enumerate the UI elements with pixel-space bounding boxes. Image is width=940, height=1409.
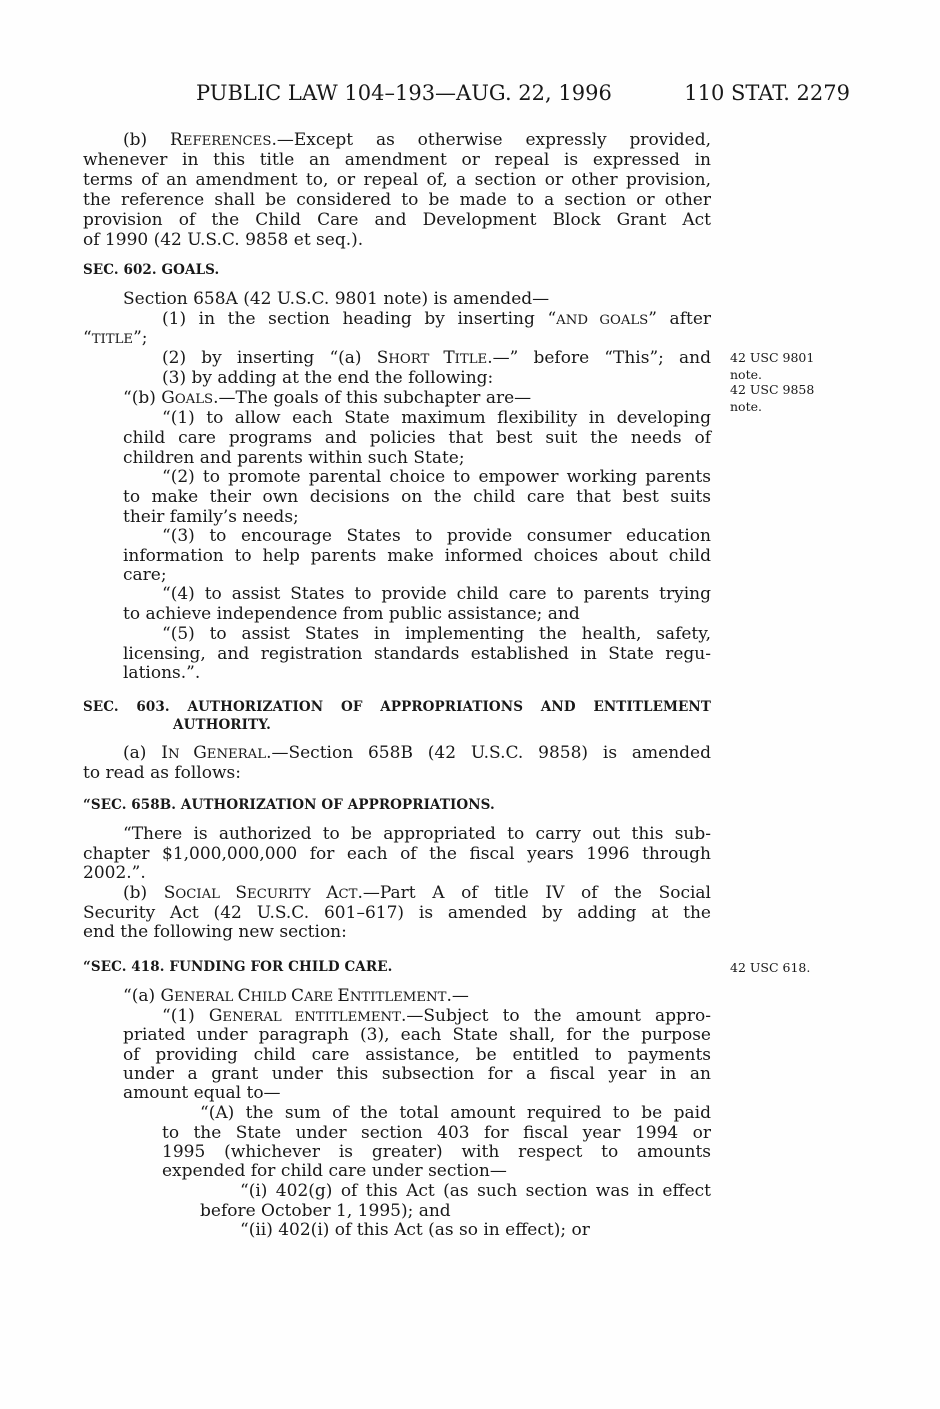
subsection-line (123, 743, 711, 765)
paragraph-label: “(1) (162, 1006, 209, 1026)
subparagraph-line: to the State under section 403 for fiscal year 1994 or (162, 1123, 711, 1143)
goal-line: “(2) to promote parental choice to empower working parents (162, 467, 711, 487)
subsection-text: .—Part A of title IV of the Social (357, 883, 711, 903)
clause-line: before October 1, 1995); and (200, 1201, 451, 1221)
quoted-section-line: 2002.”. (83, 863, 146, 883)
small-caps-term: SHORT TITLE (376, 348, 488, 368)
clause-line: “(ii) 402(i) of this Act (as so in effect); or (240, 1220, 590, 1240)
goal-line: “(5) to assist States in implementing the health, safety, (162, 624, 711, 644)
paragraph-text: .—Subject to the amount appro- (400, 1006, 711, 1026)
quoted-section-line: chapter $1,000,000,000 for each of the fiscal years 1996 through (83, 844, 711, 864)
margin-note: note. (730, 399, 762, 414)
references-line: the reference shall be considered to be made to a section or other (83, 190, 711, 210)
paragraph-line: under a grant under this subsection for a fiscal year in an (123, 1064, 711, 1084)
goals-subsection-line (123, 388, 531, 410)
amendment-item-continued (83, 328, 148, 350)
section-heading: SEC. 603. AUTHORIZATION OF APPROPRIATIONS AND ENTITLEMENT (83, 699, 711, 715)
goal-line: care; (123, 565, 167, 585)
paragraph-line: of providing child care assistance, be entitled to payments (123, 1045, 711, 1065)
paragraph-heading: GENERAL ENTITLEMENT (208, 1006, 401, 1026)
subsection-line: Security Act (42 U.S.C. 601–617) is amended by adding at the (83, 903, 711, 923)
goal-line: licensing, and registration standards established in State regu- (123, 644, 711, 664)
subsection-text: .— (446, 986, 469, 1006)
subsection-line (123, 883, 711, 905)
amendment-text: ” after (648, 309, 712, 329)
small-caps-term: TITLE (91, 332, 134, 347)
subsection-heading: GOALS (161, 388, 214, 408)
goal-line: to achieve independence from public assistance; and (123, 604, 580, 624)
subsection-line: to read as follows: (83, 763, 241, 783)
references-line (123, 130, 711, 152)
goal-line: children and parents within such State; (123, 448, 465, 468)
paragraph-line: amount equal to— (123, 1083, 281, 1103)
subsection-heading: GENERAL CHILD CARE ENTITLEMENT (160, 986, 447, 1006)
goal-line: information to help parents make informed choices about child (123, 546, 711, 566)
amendment-item (162, 348, 711, 370)
margin-note: note. (730, 367, 762, 382)
goals-text: .—The goals of this subchapter are— (213, 388, 532, 408)
subsection-line (123, 986, 469, 1008)
references-line: terms of an amendment to, or repeal of, a section or other provision, (83, 170, 711, 190)
amendment-text: “ (83, 328, 92, 348)
goal-line: lations.”. (123, 663, 201, 683)
subsection-label: “(a) (123, 986, 161, 1006)
subparagraph-line: 1995 (whichever is greater) with respect to amounts (162, 1142, 711, 1162)
references-line: whenever in this title an amendment or repeal is expressed in (83, 150, 711, 170)
subsection-text: .—Section 658B (42 U.S.C. 9858) is amended (266, 743, 711, 763)
quoted-section-line: “There is authorized to be appropriated to carry out this sub- (123, 824, 711, 844)
quoted-section-heading: “SEC. 658B. AUTHORIZATION OF APPROPRIATIONS. (83, 797, 495, 813)
section-intro: Section 658A (42 U.S.C. 9801 note) is amended— (123, 289, 550, 309)
subsection-label: (a) (123, 743, 162, 763)
goal-line: “(4) to assist States to provide child care to parents trying (162, 584, 711, 604)
subsection-line: end the following new section: (83, 922, 347, 942)
references-line: provision of the Child Care and Development Block Grant Act (83, 210, 711, 230)
statute-page-citation: 110 STAT. 2279 (684, 81, 850, 105)
subsection-label: (b) (123, 130, 170, 150)
section-heading: SEC. 602. GOALS. (83, 262, 220, 278)
running-head-title: PUBLIC LAW 104–193—AUG. 22, 1996 (196, 81, 612, 105)
amendment-text: .—” before “This”; and (487, 348, 711, 368)
small-caps-term: AND GOALS (556, 313, 649, 328)
subsection-label: (b) (123, 883, 164, 903)
goal-line: “(3) to encourage States to provide consumer education (162, 526, 711, 546)
references-line: of 1990 (42 U.S.C. 9858 et seq.). (83, 230, 364, 250)
clause-line: “(i) 402(g) of this Act (as such section was in effect (240, 1181, 711, 1201)
goal-line: to make their own decisions on the child care that best suits (123, 487, 711, 507)
subsection-heading: REFERENCES (169, 130, 272, 150)
quoted-section-heading: “SEC. 418. FUNDING FOR CHILD CARE. (83, 959, 393, 975)
goal-line: child care programs and policies that best suit the needs of (123, 428, 711, 448)
amendment-item (162, 309, 711, 331)
references-text: .—Except as otherwise expressly provided, (271, 130, 711, 150)
margin-note: 42 USC 9858 (730, 382, 815, 397)
goal-line: “(1) to allow each State maximum flexibility in developing (162, 408, 711, 428)
amendment-text: ”; (133, 328, 148, 348)
goal-line: their family’s needs; (123, 507, 299, 527)
subsection-heading: IN GENERAL (161, 743, 267, 763)
subsection-heading: SOCIAL SECURITY ACT (163, 883, 358, 903)
amendment-text: (1) in the section heading by inserting “ (162, 309, 557, 329)
margin-note: 42 USC 618. (730, 960, 811, 975)
paragraph-line: priated under paragraph (3), each State shall, for the purpose (123, 1025, 711, 1045)
subparagraph-line: expended for child care under section— (162, 1161, 507, 1181)
subsection-label: “(b) (123, 388, 162, 408)
amendment-item: (3) by adding at the end the following: (162, 368, 494, 388)
margin-note: 42 USC 9801 (730, 350, 815, 365)
subparagraph-line: “(A) the sum of the total amount required to be paid (200, 1103, 711, 1123)
section-heading-continued: AUTHORITY. (173, 717, 271, 733)
amendment-text: (2) by inserting “(a) (162, 348, 377, 368)
